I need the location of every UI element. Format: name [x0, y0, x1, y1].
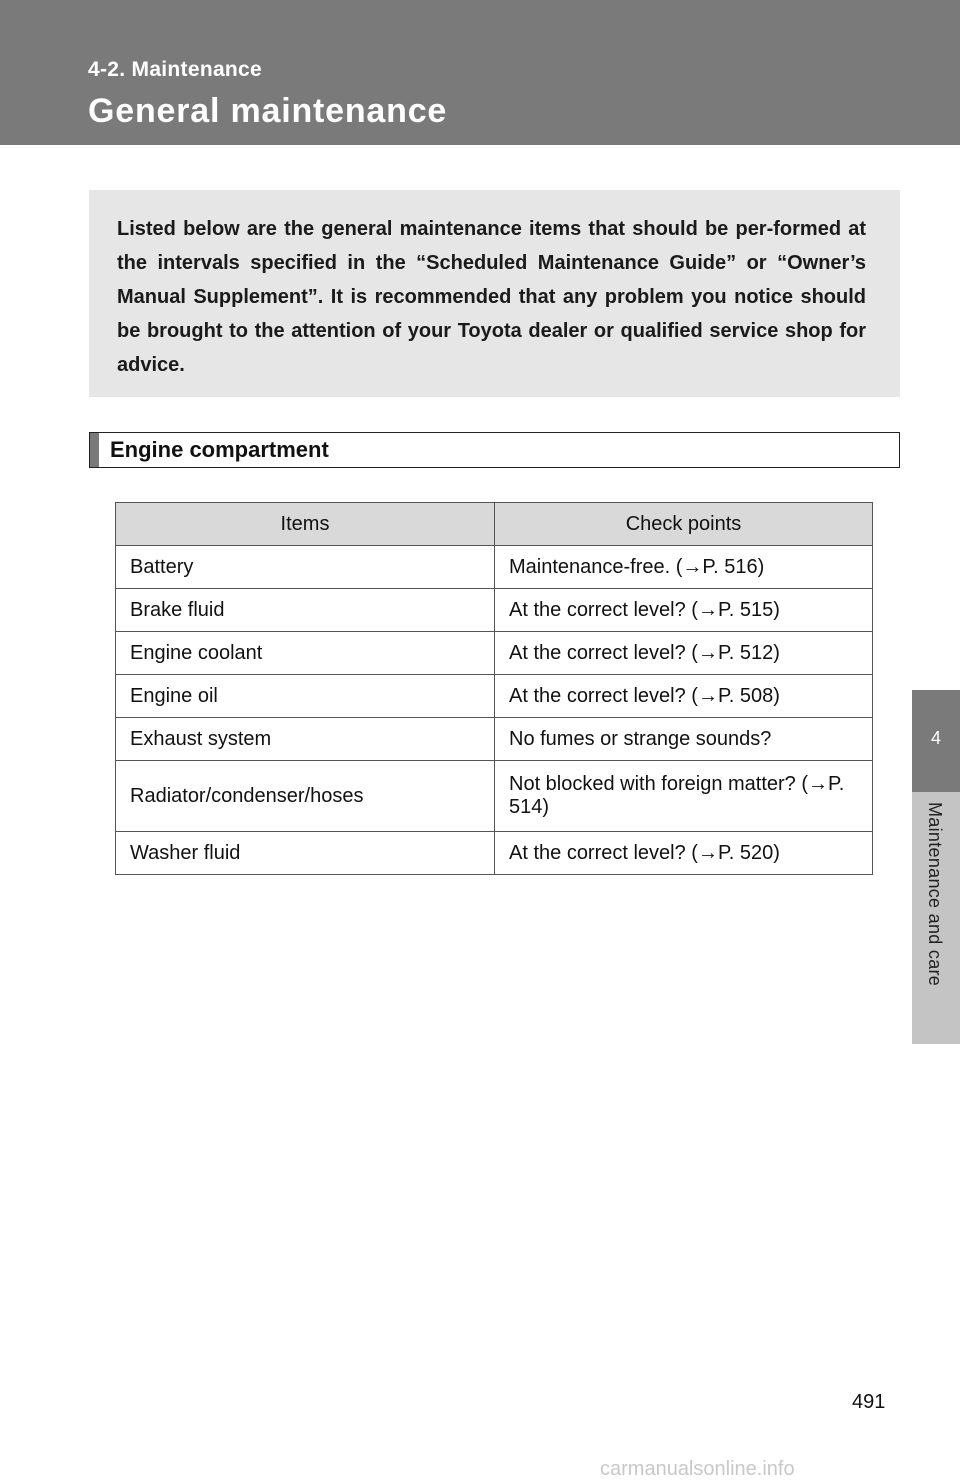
table-row: [116, 632, 873, 675]
table-cell-item: Radiator/condenser/hoses: [116, 761, 495, 832]
intro-text: Listed below are the general maintenance items that should be per-formed at the intervals specified in the “Scheduled Maintenance Guide” or “Owner’s Manual Supplement”. It is recommended that any problem you notice should be brought to the attention of your Toyota dealer or qualified service shop for advice.: [117, 218, 866, 376]
watermark: carmanualsonline.info: [600, 1458, 795, 1480]
table-cell-check: At the correct level? (→P. 520): [495, 832, 873, 875]
table-cell-item: Battery: [116, 546, 495, 589]
subheading-engine-compartment: [89, 432, 900, 468]
table-row: [116, 675, 873, 718]
table-header-row: [116, 503, 873, 546]
table-cell-item: Engine oil: [116, 675, 495, 718]
table-row: [116, 589, 873, 632]
table-cell-item: Engine coolant: [116, 632, 495, 675]
table-cell-check: At the correct level? (→P. 515): [495, 589, 873, 632]
table-cell-check: Not blocked with foreign matter? (→P. 514): [495, 761, 873, 832]
subheading-text: Engine compartment: [110, 437, 329, 462]
page-title: General maintenance: [88, 92, 448, 130]
chapter-tab-label-area: [912, 792, 960, 1044]
table-header-check-points: Check points: [495, 503, 873, 546]
table-cell-check: No fumes or strange sounds?: [495, 718, 873, 761]
table-cell-check: Maintenance-free. (→P. 516): [495, 546, 873, 589]
table-row: [116, 718, 873, 761]
table-row: [116, 832, 873, 875]
table-cell-check: At the correct level? (→P. 512): [495, 632, 873, 675]
table-cell-item: Washer fluid: [116, 832, 495, 875]
table-cell-item: Brake fluid: [116, 589, 495, 632]
check-table: [115, 502, 873, 875]
intro-box: [89, 190, 900, 397]
chapter-tab: [912, 690, 960, 792]
table-header-items: Items: [116, 503, 495, 546]
table-cell-item: Exhaust system: [116, 718, 495, 761]
table-row: [116, 761, 873, 832]
chapter-label: Maintenance and care: [925, 802, 945, 987]
table-cell-check: At the correct level? (→P. 508): [495, 675, 873, 718]
page-header: [0, 0, 960, 145]
table-row: [116, 546, 873, 589]
chapter-number: 4: [930, 728, 941, 748]
subheading-bar: [90, 433, 99, 467]
section-label: 4-2. Maintenance: [88, 58, 263, 81]
page-number: 491: [852, 1391, 886, 1413]
